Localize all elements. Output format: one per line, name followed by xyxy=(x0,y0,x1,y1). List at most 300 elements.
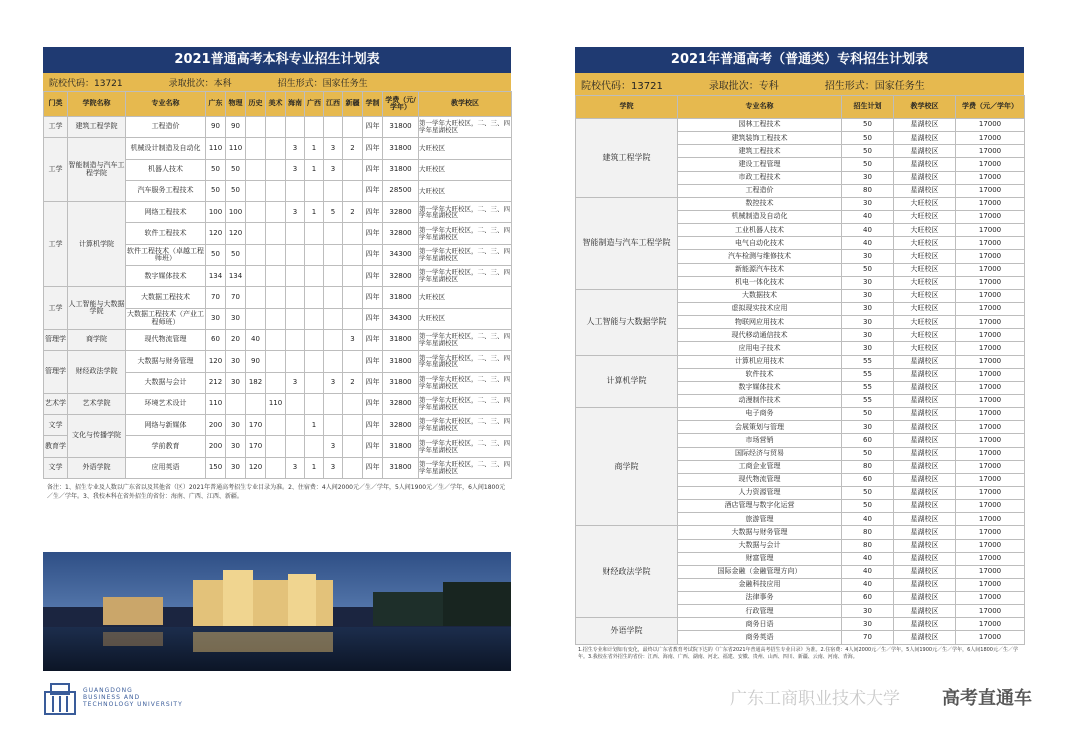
table-row xyxy=(576,526,1025,539)
right-cell: 市政工程技术 xyxy=(678,171,842,184)
right-cell: 星湖校区 xyxy=(894,132,956,145)
left-cell-xj xyxy=(343,436,363,457)
right-info-code: 院校代码：13721 xyxy=(581,80,663,92)
left-cell-wl: 30 xyxy=(226,436,246,457)
right-cell: 行政管理 xyxy=(678,605,842,618)
right-cell: 55 xyxy=(842,368,894,381)
right-cell: 大旺校区 xyxy=(894,237,956,250)
left-cell-major: 汽车服务工程技术 xyxy=(126,180,206,201)
right-cell: 星湖校区 xyxy=(894,592,956,605)
left-cell-cat: 艺术学 xyxy=(44,393,68,414)
left-cell-gx xyxy=(305,372,324,393)
left-cell-wl xyxy=(226,393,246,414)
table-row xyxy=(576,119,1025,132)
right-cell: 17000 xyxy=(956,394,1025,407)
right-cell: 会展策划与管理 xyxy=(678,421,842,434)
right-cell: 17000 xyxy=(956,237,1025,250)
vocational-table xyxy=(575,95,1025,645)
left-cell-hn: 3 xyxy=(286,159,305,180)
left-cell-ls xyxy=(246,180,266,201)
right-cell: 大数据与会计 xyxy=(678,539,842,552)
left-cell-cat: 管理学 xyxy=(44,329,68,350)
right-cell: 建筑装饰工程技术 xyxy=(678,132,842,145)
left-cell-xj xyxy=(343,117,363,138)
left-cell-jx: 3 xyxy=(324,159,343,180)
left-cell-gx: 1 xyxy=(305,138,324,159)
left-cell-xj xyxy=(343,351,363,372)
right-cell: 星湖校区 xyxy=(894,381,956,394)
right-cell: 大旺校区 xyxy=(894,329,956,342)
right-cell-college: 智能制造与汽车工程学院 xyxy=(576,197,678,289)
left-cell-jx xyxy=(324,180,343,201)
left-cell-ls xyxy=(246,266,266,287)
right-cell: 17000 xyxy=(956,158,1025,171)
left-cell-hn xyxy=(286,351,305,372)
right-cell: 60 xyxy=(842,592,894,605)
right-cell: 17000 xyxy=(956,526,1025,539)
right-cell-college: 商学院 xyxy=(576,408,678,526)
left-cell-xz: 四年 xyxy=(363,415,383,436)
right-cell: 17000 xyxy=(956,618,1025,631)
left-cell-cat: 管理学 xyxy=(44,351,68,394)
left-cell-campus: 大旺校区 xyxy=(419,287,512,308)
left-cell-gx xyxy=(305,266,324,287)
left-cell-college: 智能制造与汽车工程学院 xyxy=(68,138,126,202)
left-cell-gx xyxy=(305,351,324,372)
left-cell-college: 计算机学院 xyxy=(68,202,126,287)
right-cell: 星湖校区 xyxy=(894,513,956,526)
right-cell: 动漫制作技术 xyxy=(678,394,842,407)
left-cell-xz: 四年 xyxy=(363,351,383,372)
right-cell: 市场营销 xyxy=(678,434,842,447)
left-cell-xj: 3 xyxy=(343,329,363,350)
right-cell: 星湖校区 xyxy=(894,565,956,578)
left-cell-gd: 70 xyxy=(206,287,226,308)
right-cell: 17000 xyxy=(956,289,1025,302)
left-cell-hn xyxy=(286,329,305,350)
left-cell-college: 建筑工程学院 xyxy=(68,117,126,138)
right-cell: 30 xyxy=(842,289,894,302)
right-cell: 17000 xyxy=(956,197,1025,210)
right-cell: 30 xyxy=(842,605,894,618)
right-cell: 17000 xyxy=(956,500,1025,513)
right-cell: 大旺校区 xyxy=(894,302,956,315)
right-cell: 旅游管理 xyxy=(678,513,842,526)
left-cell-xj xyxy=(343,244,363,265)
left-cell-hn xyxy=(286,266,305,287)
left-cell-ms xyxy=(266,223,286,244)
left-cell-xj xyxy=(343,415,363,436)
left-cell-gx: 1 xyxy=(305,457,324,478)
left-cell-xz: 四年 xyxy=(363,287,383,308)
left-cell-campus: 大旺校区 xyxy=(419,159,512,180)
left-cell-xz: 四年 xyxy=(363,329,383,350)
left-cell-major: 软件工程技术 xyxy=(126,223,206,244)
right-cell: 17000 xyxy=(956,513,1025,526)
right-cell: 80 xyxy=(842,184,894,197)
left-cell-major: 机器人技术 xyxy=(126,159,206,180)
right-cell: 40 xyxy=(842,224,894,237)
right-cell: 55 xyxy=(842,381,894,394)
left-cell-fee: 31800 xyxy=(383,436,419,457)
left-cell-major: 环境艺术设计 xyxy=(126,393,206,414)
right-cell: 30 xyxy=(842,329,894,342)
left-cell-ls xyxy=(246,393,266,414)
left-cell-hn xyxy=(286,180,305,201)
left-header-cell: 江西 xyxy=(324,92,343,117)
left-cell-gd: 60 xyxy=(206,329,226,350)
left-cell-xz: 四年 xyxy=(363,372,383,393)
right-cell: 17000 xyxy=(956,368,1025,381)
right-cell: 星湖校区 xyxy=(894,539,956,552)
left-cell-hn xyxy=(286,393,305,414)
left-cell-major: 网络工程技术 xyxy=(126,202,206,223)
left-cell-wl: 110 xyxy=(226,138,246,159)
left-cell-gx xyxy=(305,329,324,350)
left-cell-gd: 50 xyxy=(206,244,226,265)
left-cell-xz: 四年 xyxy=(363,138,383,159)
left-cell-cat: 教育学 xyxy=(44,436,68,457)
left-cell-ms xyxy=(266,266,286,287)
right-cell: 物联网应用技术 xyxy=(678,316,842,329)
right-cell: 大旺校区 xyxy=(894,197,956,210)
left-cell-ms xyxy=(266,436,286,457)
table-row xyxy=(44,202,512,223)
right-cell: 建设工程管理 xyxy=(678,158,842,171)
right-cell: 17000 xyxy=(956,342,1025,355)
right-title: 2021年普通高考（普通类）专科招生计划表 xyxy=(575,47,1024,73)
right-cell: 17000 xyxy=(956,276,1025,289)
table-row xyxy=(44,393,512,414)
table-row xyxy=(44,351,512,372)
left-header-cell: 学院名称 xyxy=(68,92,126,117)
left-cell-wl: 30 xyxy=(226,415,246,436)
left-cell-jx xyxy=(324,393,343,414)
left-cell-ls: 90 xyxy=(246,351,266,372)
right-cell: 50 xyxy=(842,486,894,499)
left-cell-ls xyxy=(246,223,266,244)
right-cell: 星湖校区 xyxy=(894,460,956,473)
left-cell-ls xyxy=(246,202,266,223)
left-cell-cat: 工学 xyxy=(44,138,68,202)
left-cell-college: 人工智能与大数据学院 xyxy=(68,287,126,330)
right-cell: 电子商务 xyxy=(678,408,842,421)
left-cell-wl: 30 xyxy=(226,308,246,329)
right-cell: 17000 xyxy=(956,184,1025,197)
left-cell-wl: 50 xyxy=(226,180,246,201)
left-cell-wl: 50 xyxy=(226,159,246,180)
right-cell: 大旺校区 xyxy=(894,342,956,355)
right-cell: 17000 xyxy=(956,224,1025,237)
left-cell-jx xyxy=(324,351,343,372)
left-cell-jx xyxy=(324,308,343,329)
left-title: 2021普通高考本科专业招生计划表 xyxy=(43,47,511,73)
left-cell-wl: 70 xyxy=(226,287,246,308)
right-cell-college: 计算机学院 xyxy=(576,355,678,408)
left-cell-ls xyxy=(246,138,266,159)
right-cell: 现代物流管理 xyxy=(678,473,842,486)
right-cell: 大旺校区 xyxy=(894,224,956,237)
left-cell-fee: 32800 xyxy=(383,266,419,287)
logo-line2: BUSINESS AND xyxy=(83,694,141,701)
left-cell-ls xyxy=(246,159,266,180)
left-cell-wl: 30 xyxy=(226,457,246,478)
left-cell-xz: 四年 xyxy=(363,223,383,244)
right-cell: 大旺校区 xyxy=(894,289,956,302)
watermark-brand: 高考直通车 xyxy=(942,688,1032,709)
right-cell: 50 xyxy=(842,119,894,132)
left-cell-xj xyxy=(343,180,363,201)
right-cell: 商务英语 xyxy=(678,631,842,644)
right-cell: 17000 xyxy=(956,473,1025,486)
left-cell-campus: 第一学年大旺校区，二、三、四学年星湖校区 xyxy=(419,457,512,478)
left-cell-xj xyxy=(343,159,363,180)
left-cell-ms xyxy=(266,287,286,308)
left-cell-fee: 31800 xyxy=(383,351,419,372)
left-cell-hn xyxy=(286,244,305,265)
right-cell: 数字媒体技术 xyxy=(678,381,842,394)
table-row xyxy=(576,355,1025,368)
left-cell-ls: 120 xyxy=(246,457,266,478)
left-notes: 备注：1、招生专业及人数以广东省以及其他省（区）2021年普通高考招生专业目录为准。2、住宿费：4人间2000元／生／学年，5人间1900元／生／学年，6人间1800元／生／学年。3、我校本科在省外招生的省份：海南、广西、江西、新疆。 xyxy=(47,484,506,501)
left-cell-gd: 134 xyxy=(206,266,226,287)
right-cell: 工业机器人技术 xyxy=(678,224,842,237)
left-cell-gd: 110 xyxy=(206,138,226,159)
right-cell: 人力资源管理 xyxy=(678,486,842,499)
logo-line1: GUANGDONG xyxy=(83,687,133,694)
left-cell-college: 文化与传播学院 xyxy=(68,415,126,458)
table-row xyxy=(44,329,512,350)
left-cell-gx: 1 xyxy=(305,159,324,180)
right-cell: 17000 xyxy=(956,381,1025,394)
right-cell: 17000 xyxy=(956,578,1025,591)
right-cell: 17000 xyxy=(956,171,1025,184)
right-info-form: 招生形式：国家任务生 xyxy=(824,80,925,92)
left-cell-ls: 182 xyxy=(246,372,266,393)
left-cell-xz: 四年 xyxy=(363,266,383,287)
left-cell-campus: 第一学年大旺校区，二、三、四学年星湖校区 xyxy=(419,202,512,223)
left-cell-xj: 2 xyxy=(343,138,363,159)
right-cell: 星湖校区 xyxy=(894,171,956,184)
left-cell-xz: 四年 xyxy=(363,436,383,457)
right-cell: 软件技术 xyxy=(678,368,842,381)
left-cell-ls: 40 xyxy=(246,329,266,350)
left-cell-hn: 3 xyxy=(286,457,305,478)
right-cell: 30 xyxy=(842,197,894,210)
right-cell: 50 xyxy=(842,447,894,460)
left-cell-ms xyxy=(266,117,286,138)
table-row xyxy=(44,287,512,308)
left-header-cell: 海南 xyxy=(286,92,305,117)
left-cell-cat: 工学 xyxy=(44,287,68,330)
right-cell: 50 xyxy=(842,408,894,421)
right-cell: 80 xyxy=(842,526,894,539)
left-cell-fee: 31800 xyxy=(383,329,419,350)
left-cell-hn: 3 xyxy=(286,138,305,159)
left-cell-hn xyxy=(286,223,305,244)
left-cell-fee: 32800 xyxy=(383,415,419,436)
left-cell-jx: 3 xyxy=(324,138,343,159)
left-header-cell: 学费（元/学年） xyxy=(383,92,419,117)
right-cell: 财富管理 xyxy=(678,552,842,565)
left-cell-fee: 31800 xyxy=(383,287,419,308)
left-cell-wl: 134 xyxy=(226,266,246,287)
left-cell-xj xyxy=(343,287,363,308)
left-cell-fee: 31800 xyxy=(383,457,419,478)
right-cell: 40 xyxy=(842,210,894,223)
left-cell-xj xyxy=(343,223,363,244)
right-cell: 17000 xyxy=(956,539,1025,552)
right-cell: 30 xyxy=(842,171,894,184)
left-cell-xz: 四年 xyxy=(363,244,383,265)
left-cell-ls xyxy=(246,244,266,265)
right-cell: 计算机应用技术 xyxy=(678,355,842,368)
right-cell: 40 xyxy=(842,578,894,591)
left-cell-gd: 110 xyxy=(206,393,226,414)
right-cell: 数控技术 xyxy=(678,197,842,210)
left-cell-college: 艺术学院 xyxy=(68,393,126,414)
left-cell-xj xyxy=(343,308,363,329)
left-header-cell: 学制 xyxy=(363,92,383,117)
right-cell: 70 xyxy=(842,631,894,644)
right-cell: 星湖校区 xyxy=(894,486,956,499)
left-cell-campus: 第一学年大旺校区，二、三、四学年星湖校区 xyxy=(419,415,512,436)
right-cell: 50 xyxy=(842,263,894,276)
right-cell: 大数据与财务管理 xyxy=(678,526,842,539)
left-cell-ls xyxy=(246,308,266,329)
right-cell: 星湖校区 xyxy=(894,145,956,158)
left-cell-college: 商学院 xyxy=(68,329,126,350)
right-cell: 虚拟现实技术应用 xyxy=(678,302,842,315)
right-cell: 50 xyxy=(842,158,894,171)
right-cell: 17000 xyxy=(956,460,1025,473)
left-cell-major: 大数据工程技术（产业工程师班） xyxy=(126,308,206,329)
right-cell: 30 xyxy=(842,250,894,263)
left-cell-fee: 31800 xyxy=(383,159,419,180)
right-cell: 50 xyxy=(842,500,894,513)
left-cell-hn xyxy=(286,308,305,329)
left-cell-major: 大数据工程技术 xyxy=(126,287,206,308)
left-cell-xj xyxy=(343,393,363,414)
right-cell: 机械制造及自动化 xyxy=(678,210,842,223)
right-cell: 50 xyxy=(842,132,894,145)
right-cell: 工商企业管理 xyxy=(678,460,842,473)
left-cell-wl: 20 xyxy=(226,329,246,350)
right-cell: 30 xyxy=(842,618,894,631)
right-cell: 星湖校区 xyxy=(894,500,956,513)
left-cell-xz: 四年 xyxy=(363,393,383,414)
left-cell-major: 软件工程技术（卓越工程师班） xyxy=(126,244,206,265)
left-cell-jx: 3 xyxy=(324,457,343,478)
table-row xyxy=(576,618,1025,631)
left-cell-jx: 3 xyxy=(324,436,343,457)
left-cell-xj xyxy=(343,457,363,478)
right-cell: 50 xyxy=(842,145,894,158)
left-cell-ls: 170 xyxy=(246,436,266,457)
right-cell: 建筑工程技术 xyxy=(678,145,842,158)
left-cell-gx xyxy=(305,393,324,414)
right-cell: 国际经济与贸易 xyxy=(678,447,842,460)
left-cell-hn: 3 xyxy=(286,372,305,393)
right-header-cell: 教学校区 xyxy=(894,96,956,119)
right-cell: 星湖校区 xyxy=(894,421,956,434)
right-cell: 17000 xyxy=(956,631,1025,644)
right-cell: 星湖校区 xyxy=(894,434,956,447)
right-cell-college: 财经政法学院 xyxy=(576,526,678,618)
left-cell-major: 机械设计制造及自动化 xyxy=(126,138,206,159)
table-row xyxy=(576,408,1025,421)
left-cell-hn xyxy=(286,436,305,457)
right-cell: 80 xyxy=(842,460,894,473)
right-cell: 17000 xyxy=(956,486,1025,499)
right-cell: 星湖校区 xyxy=(894,368,956,381)
left-info-form: 招生形式：国家任务生 xyxy=(277,78,368,89)
left-cell-major: 网络与新媒体 xyxy=(126,415,206,436)
left-header-cell: 教学校区 xyxy=(419,92,512,117)
left-cell-wl: 30 xyxy=(226,372,246,393)
right-cell: 17000 xyxy=(956,552,1025,565)
university-emblem-icon xyxy=(43,682,77,716)
left-cell-hn xyxy=(286,287,305,308)
left-cell-gd: 30 xyxy=(206,308,226,329)
logo-line3: TECHNOLOGY UNIVERSITY xyxy=(83,701,183,708)
watermark-text: 广东工商职业技术大学 xyxy=(730,689,900,709)
left-cell-campus: 第一学年大旺校区，二、三、四学年星湖校区 xyxy=(419,117,512,138)
left-cell-gd: 120 xyxy=(206,223,226,244)
right-info-batch: 录取批次：专科 xyxy=(708,80,779,92)
right-header-cell: 学费（元／学年） xyxy=(956,96,1025,119)
left-cell-campus: 第一学年大旺校区，二、三、四学年星湖校区 xyxy=(419,372,512,393)
right-cell: 星湖校区 xyxy=(894,526,956,539)
table-row xyxy=(44,138,512,159)
right-cell: 17000 xyxy=(956,447,1025,460)
right-cell: 星湖校区 xyxy=(894,578,956,591)
left-cell-xz: 四年 xyxy=(363,180,383,201)
left-cell-ms xyxy=(266,415,286,436)
right-info-bar xyxy=(575,73,1024,95)
left-cell-gd: 200 xyxy=(206,415,226,436)
right-header-cell: 招生计划 xyxy=(842,96,894,119)
right-cell: 17000 xyxy=(956,434,1025,447)
left-cell-hn xyxy=(286,415,305,436)
left-header-cell: 专业名称 xyxy=(126,92,206,117)
right-cell: 金融科技应用 xyxy=(678,578,842,591)
right-cell: 大旺校区 xyxy=(894,316,956,329)
left-cell-fee: 32800 xyxy=(383,202,419,223)
right-cell: 55 xyxy=(842,355,894,368)
left-cell-jx xyxy=(324,244,343,265)
undergraduate-plan-panel xyxy=(43,47,511,525)
right-cell: 17000 xyxy=(956,565,1025,578)
left-cell-gx xyxy=(305,180,324,201)
left-cell-ms xyxy=(266,372,286,393)
right-cell: 星湖校区 xyxy=(894,473,956,486)
vocational-plan-panel xyxy=(575,47,1024,663)
right-cell: 30 xyxy=(842,276,894,289)
left-cell-wl: 90 xyxy=(226,117,246,138)
campus-night-photo xyxy=(43,552,511,671)
right-cell: 现代移动通信技术 xyxy=(678,329,842,342)
right-cell: 17000 xyxy=(956,145,1025,158)
right-cell: 60 xyxy=(842,473,894,486)
right-cell: 工程造价 xyxy=(678,184,842,197)
left-info-batch: 录取批次：本科 xyxy=(168,78,232,89)
left-info-bar xyxy=(43,73,511,91)
right-cell: 机电一体化技术 xyxy=(678,276,842,289)
left-header-cell: 新疆 xyxy=(343,92,363,117)
right-notes: 1.招生专业和计划如有变化，最终以广东省教育考试院下达的《广东省2021年普通高考招生专业目录》为准。2.住宿费：4人间2000元／生／学年，5人间1900元／生／学年，6人间1800元／生／学年。3.我校在省外招生的省份：江西、海南、广西、湖南、河北、福建、安徽、贵州、山西、四川、新疆、云南、河南、青海。 xyxy=(578,646,1018,660)
right-cell: 星湖校区 xyxy=(894,158,956,171)
